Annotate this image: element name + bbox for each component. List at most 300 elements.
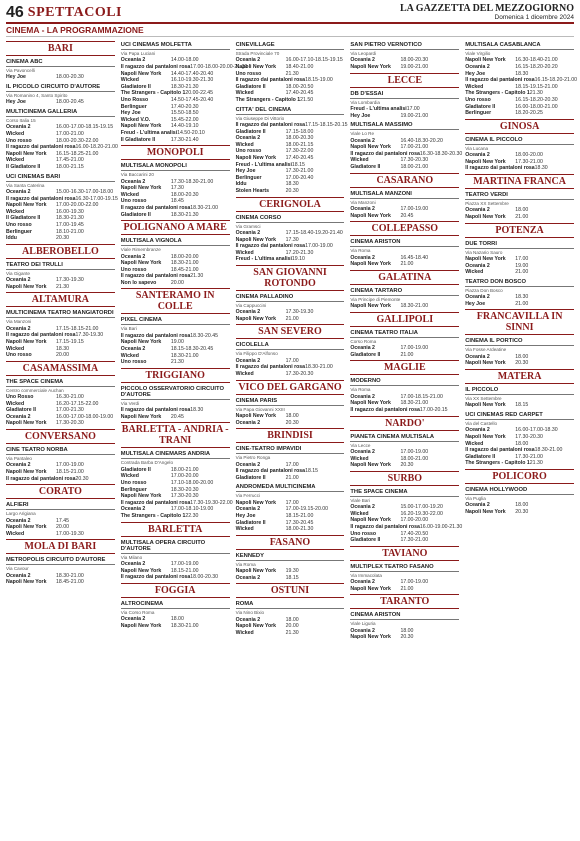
- film-row: [121, 77, 230, 84]
- film-title: Napoli New York: [6, 283, 47, 290]
- film-title: Il Gladiatore II: [6, 163, 41, 170]
- film-title: Napoli New York: [235, 64, 277, 70]
- film-row: [121, 185, 230, 192]
- film-times: 21.00: [285, 474, 299, 481]
- cinema-address: Via del Castello: [465, 420, 498, 426]
- film-title: Napoli New York: [465, 213, 506, 220]
- film-row: [236, 237, 345, 244]
- film-times: 17.15-19.15: [56, 338, 84, 345]
- film-row: [121, 467, 230, 474]
- film-times: 18.45-21.00: [170, 266, 199, 273]
- cinema-address: Via Puglia: [465, 495, 486, 501]
- film-times: 20.30: [285, 187, 299, 194]
- film-title: Oceania 2: [350, 57, 375, 64]
- film-title: Oceania 2: [120, 253, 146, 260]
- cinema-address: Strada Provinciale 70: [235, 51, 280, 56]
- film-title: Napoli New York: [465, 508, 506, 515]
- cinema-address: Piazza Don Bosco: [465, 287, 503, 293]
- film-row: [6, 524, 115, 531]
- film-title: Il ragazzo dai pantaloni rosa: [6, 144, 76, 151]
- film-row: [465, 460, 574, 467]
- cinema-address: Via Principe di Piemonte: [350, 296, 401, 302]
- film-row: [235, 121, 348, 129]
- film-times: 20.30: [56, 235, 70, 242]
- cinema-address: Via Corso Roma: [120, 609, 155, 615]
- film-times: 16.30-21.00: [56, 394, 84, 401]
- film-row: [236, 97, 345, 104]
- cinema-block: [350, 330, 459, 359]
- city-heading: SURBO: [350, 471, 459, 486]
- film-row: [465, 214, 574, 221]
- issue-date: Domenica 1 dicembre 2024: [494, 14, 574, 21]
- cinema-name: DUE TORRI: [465, 241, 574, 249]
- film-row: [6, 326, 115, 333]
- film-title: Wicked: [6, 208, 25, 215]
- film-title: Napoli New York: [465, 360, 506, 367]
- film-times: 18.00-20.30: [400, 57, 429, 64]
- film-row: [350, 352, 459, 359]
- film-title: Il ragazzo dai pantaloni rosa: [120, 332, 191, 339]
- film-title: Wicked V.O.: [120, 116, 151, 123]
- cinema-name: IL PICCOLO CIRCUITO D'AUTORE: [6, 84, 115, 92]
- page-number: 46: [6, 4, 24, 21]
- film-times: 16.15-18.20-20.20: [515, 64, 558, 70]
- cinema-name: CINEMA HOLLYWOOD: [465, 487, 574, 495]
- film-times: 21.30: [190, 273, 204, 280]
- film-row: [121, 260, 230, 267]
- film-times: 18.30-21.00: [400, 400, 429, 407]
- film-row: [350, 113, 459, 120]
- film-row: [6, 407, 115, 414]
- film-times: 17.00-20.00-22.00: [56, 202, 99, 209]
- film-title: Oceania 2: [235, 506, 261, 513]
- film-times: 18.00-21.15: [56, 163, 84, 170]
- cinema-name: MULTIPLEX TEATRO FASANO: [350, 564, 459, 572]
- cinema-name: CITTA' DEL CINEMA: [236, 107, 345, 115]
- city-heading: GALATINA: [350, 270, 459, 285]
- city-heading: TRIGGIANO: [121, 368, 230, 383]
- cinema-name: CINE-TEATRO IMPAVIDI: [236, 446, 345, 454]
- film-times: 18.00-20.30: [170, 191, 199, 198]
- cinema-address: Via Romanino 4, Santo Spirito: [6, 93, 68, 98]
- film-row: [6, 235, 115, 242]
- film-title: Oceania 2: [465, 207, 490, 214]
- cinema-address: Via Pantaleo: [6, 456, 32, 462]
- listing-column: [465, 39, 578, 839]
- film-row: [465, 84, 574, 91]
- film-times: 16.00-17.00-18.00-19.00: [56, 413, 114, 420]
- cinema-address: Centro commerciale Auchan: [6, 387, 64, 393]
- film-title: Napoli New York: [120, 493, 162, 500]
- film-row: [350, 345, 459, 352]
- film-row: [6, 209, 115, 216]
- film-title: Napoli New York: [235, 413, 277, 420]
- film-times: 16.30-18.30-20.30: [419, 150, 463, 157]
- cinema-block: [121, 317, 230, 365]
- film-row: [350, 462, 459, 469]
- cinema-address: Via Bari: [120, 326, 137, 332]
- film-title: Uno rosso: [235, 70, 262, 77]
- film-times: 18.00-21.30: [285, 526, 314, 533]
- film-row: [350, 586, 459, 593]
- cinema-block: [350, 434, 459, 469]
- film-title: Napoli New York: [465, 402, 506, 409]
- cinema-block: [350, 42, 459, 71]
- city-heading: SANTERAMO IN COLLE: [121, 288, 230, 314]
- film-row: [121, 192, 230, 199]
- film-times: 16.00-17.00-18.30: [515, 427, 558, 434]
- film-times: 18.30: [515, 294, 529, 301]
- film-row: [350, 537, 459, 544]
- film-times: 17.00-20.15: [419, 406, 448, 413]
- cinema-block: [465, 387, 574, 409]
- cinema-name: CINEMA TEATRO ITALIA: [350, 330, 459, 338]
- film-times: 21.30: [285, 70, 299, 77]
- film-times: 17.45-21.00: [56, 157, 84, 164]
- film-title: Iddu: [6, 235, 17, 242]
- cinema-block: [236, 342, 345, 377]
- film-row: [6, 469, 115, 476]
- film-times: 18.00: [515, 502, 529, 509]
- film-times: 14.40-17.40-20.40: [170, 70, 214, 77]
- film-times: 18.00-21.00: [400, 163, 429, 170]
- film-times: 18.00: [515, 440, 529, 447]
- film-times: 18.30: [515, 70, 529, 77]
- film-title: Il ragazzo dai pantaloni rosa: [465, 447, 535, 454]
- film-title: Uno rosso: [6, 221, 32, 228]
- film-times: 17.00-18.15-21.00: [400, 393, 443, 400]
- film-title: Napoli New York: [235, 499, 277, 506]
- film-times: 21.00: [400, 261, 414, 268]
- film-times: 18.00-21.00: [170, 466, 199, 473]
- cinema-address: Viale Rimembranze: [120, 247, 161, 253]
- film-row: [236, 188, 345, 195]
- film-times: 18.30-21.00: [170, 622, 199, 629]
- film-times: 17.30-20.30: [515, 433, 543, 440]
- cinema-block: [6, 84, 115, 106]
- film-title: Gladiatore II: [235, 474, 266, 481]
- film-times: 21.00: [515, 269, 529, 276]
- film-title: Uno rosso: [6, 137, 32, 144]
- film-title: Oceania 2: [350, 504, 375, 511]
- cinema-address: Corso Roma: [350, 338, 377, 344]
- film-times: 19.10: [291, 256, 305, 263]
- film-times: 18.10-21.00: [56, 228, 84, 235]
- cinema-block: [465, 192, 574, 221]
- film-title: Oceania 2: [350, 254, 375, 261]
- film-title: Napoli New York: [6, 420, 47, 427]
- city-heading: TAVIANO: [350, 546, 459, 561]
- cinema-name: CINEMA ABC: [6, 59, 115, 67]
- cinema-name: UCI CINEMAS RED CARPET: [465, 412, 574, 420]
- film-row: [236, 364, 345, 371]
- cinema-name: METROPOLIS CIRCUITO D'AUTORE: [6, 557, 115, 565]
- film-row: [121, 513, 230, 520]
- film-row: [350, 579, 459, 586]
- cinema-address: Via Immacolata: [350, 572, 382, 578]
- film-title: Il ragazzo dai pantaloni rosa: [120, 204, 191, 211]
- film-times: 18.30-20.30: [170, 486, 199, 493]
- cinema-block: [350, 122, 463, 170]
- film-row: [350, 449, 459, 456]
- film-times: 17.00-19.00: [305, 243, 333, 250]
- film-times: 18.40-21.00: [285, 64, 314, 70]
- cinema-name: CINEMA ARISTON: [350, 612, 459, 620]
- cinema-address: Via Milano: [120, 554, 143, 560]
- film-times: 18.00-20.30-22.00: [56, 137, 99, 144]
- film-row: [465, 71, 574, 78]
- film-row: [465, 301, 574, 308]
- film-row: [6, 157, 115, 164]
- cinema-block: [236, 398, 345, 427]
- film-row: [236, 129, 345, 136]
- city-heading: SAN SEVERO: [236, 324, 345, 339]
- film-row: [121, 179, 230, 186]
- cinema-name: UCI CINEMAS MOLFETTA: [121, 42, 230, 50]
- cinema-block: [6, 379, 115, 427]
- cinema-block: [236, 215, 345, 263]
- film-times: 15.00-16.30-17.00-18.00: [56, 188, 114, 195]
- film-row: [236, 243, 345, 250]
- cinema-block: [121, 601, 230, 630]
- cinema-address: Via XX Settembre: [465, 395, 502, 401]
- listings-columns: [6, 39, 578, 839]
- film-title: Napoli New York: [120, 123, 162, 130]
- film-row: [121, 123, 230, 130]
- film-row: [236, 256, 345, 263]
- city-heading: BRINDISI: [236, 428, 345, 443]
- cinema-address: Via Manzoni: [350, 199, 376, 205]
- cinema-name: PICCOLO OSSERVATORIO CIRCUITO D'AUTORE: [121, 386, 230, 400]
- cinema-block: [236, 484, 345, 532]
- cinema-block: [465, 42, 578, 117]
- film-row: [350, 144, 459, 151]
- cinema-name: MULTICINEMA TEATRO MANGIATORDI: [6, 310, 114, 317]
- film-row: [121, 117, 230, 124]
- film-times: 18.15: [291, 161, 305, 168]
- film-times: 18.00-20.00: [515, 152, 543, 159]
- film-title: Wicked: [235, 90, 254, 97]
- cinema-address: Via Pavoncelli: [6, 68, 35, 73]
- listing-column: [350, 39, 463, 839]
- film-row: [6, 277, 115, 284]
- cinema-name: CINEMA IL PICCOLO: [465, 137, 574, 145]
- film-times: 17.00-21.30: [56, 407, 84, 414]
- film-times: 19.00-21.00: [400, 64, 429, 70]
- cinema-block: [350, 288, 459, 310]
- cinema-name: IL PICCOLO: [465, 387, 574, 395]
- city-heading: LECCE: [350, 73, 459, 88]
- film-title: Gladiatore II: [235, 83, 266, 90]
- city-heading: CASARANO: [350, 173, 459, 188]
- film-title: Oceania 2: [120, 506, 146, 513]
- film-times: 14.50-17.45-20.40: [170, 96, 214, 103]
- film-row: [350, 150, 463, 158]
- city-heading: FRANCAVILLA IN SINNI: [465, 309, 574, 335]
- film-title: Berlinguer: [6, 228, 32, 235]
- cinema-name: CINEMA ARISTON: [350, 239, 459, 247]
- film-title: The Strangers - Capitolo 1: [465, 90, 530, 97]
- film-times: 17.40-20.50: [400, 530, 429, 537]
- film-row: [465, 90, 574, 97]
- city-heading: FASANO: [236, 535, 345, 550]
- cinema-address: Via Fosse Ardeatine: [465, 347, 507, 353]
- film-times: 17.00: [285, 357, 299, 364]
- film-title: Oceania 2: [235, 419, 261, 426]
- film-title: Napoli New York: [6, 524, 47, 531]
- film-times: 18.30-21.00: [170, 352, 199, 359]
- cinema-address: Viale Lo Re: [350, 131, 375, 137]
- film-row: [465, 402, 574, 409]
- film-times: 17.40-20.45: [285, 90, 314, 97]
- film-title: Oceania 2: [350, 448, 375, 455]
- film-row: [350, 106, 459, 113]
- cinema-block: [6, 173, 118, 242]
- cinema-block: [465, 412, 574, 467]
- film-title: Napoli New York: [235, 154, 277, 161]
- film-title: Wicked: [120, 473, 139, 480]
- film-row: [236, 413, 345, 420]
- film-row: [465, 441, 574, 448]
- film-title: Napoli New York: [235, 623, 277, 630]
- film-title: Napoli New York: [235, 236, 277, 243]
- film-row: [465, 294, 574, 301]
- film-row: [121, 359, 230, 366]
- film-times: 16.45-18.40: [400, 254, 429, 261]
- film-row: [121, 273, 230, 280]
- film-row: [350, 138, 459, 145]
- cinema-block: [465, 241, 574, 276]
- cinema-block: [350, 564, 459, 593]
- cinema-name: ANDROMEDA MULTICINEMA: [236, 484, 345, 492]
- film-times: 21.50: [300, 96, 314, 103]
- film-times: 17.20-21.30: [285, 249, 314, 256]
- film-row: [6, 202, 115, 209]
- film-row: [236, 316, 345, 323]
- film-times: 21.30: [56, 283, 70, 290]
- film-title: Il ragazzo dai pantaloni rosa: [235, 364, 306, 371]
- film-title: Oceania 2: [235, 357, 261, 364]
- film-row: [350, 57, 459, 64]
- film-times: 18.30: [56, 345, 70, 352]
- film-times: 16.15-18.20-20.30: [515, 96, 558, 103]
- film-row: [6, 284, 115, 291]
- film-title: Napoli New York: [235, 315, 277, 322]
- cinema-address: Piazza XX Settembre: [465, 200, 509, 206]
- film-title: Oceania 2: [6, 325, 31, 332]
- film-row: [6, 164, 115, 171]
- film-title: Oceania 2: [350, 137, 375, 144]
- film-times: 18.00-20.30: [56, 74, 84, 81]
- film-times: 17.00-20.40: [285, 174, 314, 181]
- film-times: 17.00-19.00: [400, 205, 429, 212]
- cinema-block: [465, 487, 574, 516]
- film-row: [121, 480, 230, 487]
- cinema-block: [6, 59, 115, 81]
- cinema-block: [121, 540, 230, 581]
- film-title: Napoli New York: [6, 469, 47, 476]
- cinema-name: MODERNO: [350, 378, 459, 386]
- cinema-block: [236, 446, 345, 481]
- film-times: 19.00: [515, 262, 529, 269]
- film-title: Gladiatore II: [350, 163, 381, 170]
- film-row: [6, 222, 115, 229]
- film-times: 17.30-19.30: [285, 309, 314, 316]
- film-title: Wicked: [120, 191, 139, 198]
- film-row: [121, 346, 230, 353]
- film-times: 17.30-19.30: [75, 332, 104, 339]
- cinema-name: CINE TEATRO NORBA: [6, 447, 115, 455]
- film-row: [350, 511, 459, 518]
- film-title: Napoli New York: [120, 185, 162, 192]
- film-row: [6, 195, 118, 203]
- film-times: 18.00: [285, 413, 299, 420]
- film-row: [236, 71, 345, 78]
- cinema-address: Via Roma: [350, 248, 371, 254]
- cinema-address: Via Manzoni: [6, 319, 32, 325]
- film-times: 16.15-18.25-21.00: [56, 150, 99, 157]
- film-title: Hey Joe: [235, 168, 256, 175]
- film-times: 16.00-17.00-18.15-19.15: [56, 124, 114, 131]
- film-title: Hey Joe: [6, 74, 26, 81]
- section-title: SPETTACOLI: [27, 5, 123, 20]
- cinema-name: MULTISALA MANZONI: [350, 191, 459, 199]
- film-times: 17.00-19.45: [56, 221, 84, 228]
- film-times: 17.00-19.00: [400, 579, 429, 586]
- film-times: 18.30-21.30: [56, 215, 84, 222]
- film-title: Napoli New York: [350, 585, 391, 592]
- film-times: 18.15-19.15-21.00: [515, 83, 558, 90]
- film-times: 18.00-20.30: [285, 135, 314, 142]
- cinema-name: KENNEDY: [236, 553, 345, 561]
- film-title: Oceania 2: [465, 294, 490, 301]
- film-row: [236, 84, 345, 91]
- city-heading: POTENZA: [465, 223, 574, 238]
- film-times: 18.15: [285, 574, 299, 581]
- film-times: 17.30-20.30: [400, 157, 429, 164]
- film-times: 20.30: [400, 634, 414, 641]
- film-title: Oceania 2: [235, 229, 261, 236]
- cinema-address: Via Gigante: [6, 270, 30, 276]
- cinema-address: Via Nino Bixio: [235, 610, 265, 616]
- film-row: [236, 513, 345, 520]
- film-title: Napoli New York: [120, 413, 162, 420]
- film-times: 17.00: [515, 255, 529, 262]
- film-title: Oceania 2: [120, 346, 146, 353]
- film-title: Freud - L'ultima analisi: [235, 256, 292, 263]
- film-row: [236, 135, 345, 142]
- film-title: Napoli New York: [6, 150, 47, 157]
- film-title: Napoli New York: [350, 400, 391, 407]
- film-row: [465, 354, 574, 361]
- film-times: 18.00: [285, 616, 299, 623]
- film-row: [350, 164, 459, 171]
- film-title: Wicked: [350, 157, 369, 164]
- film-title: Napoli New York: [350, 303, 391, 310]
- film-times: 18.15-18.30-20.45: [170, 346, 214, 353]
- film-row: [236, 162, 345, 169]
- film-title: Uno rosso: [350, 530, 377, 537]
- film-times: 20.00-22.45: [185, 90, 214, 97]
- film-title: Napoli New York: [465, 255, 506, 262]
- film-row: [465, 263, 574, 270]
- film-times: 17.15-18.15-21.00: [56, 325, 99, 332]
- film-times: 17.30-21.00: [400, 537, 429, 544]
- film-row: [6, 144, 118, 151]
- film-title: Oceania 2: [350, 627, 375, 634]
- cinema-address: Via Lecce: [350, 442, 371, 448]
- cinema-name: CINEMA CORSO: [236, 215, 345, 223]
